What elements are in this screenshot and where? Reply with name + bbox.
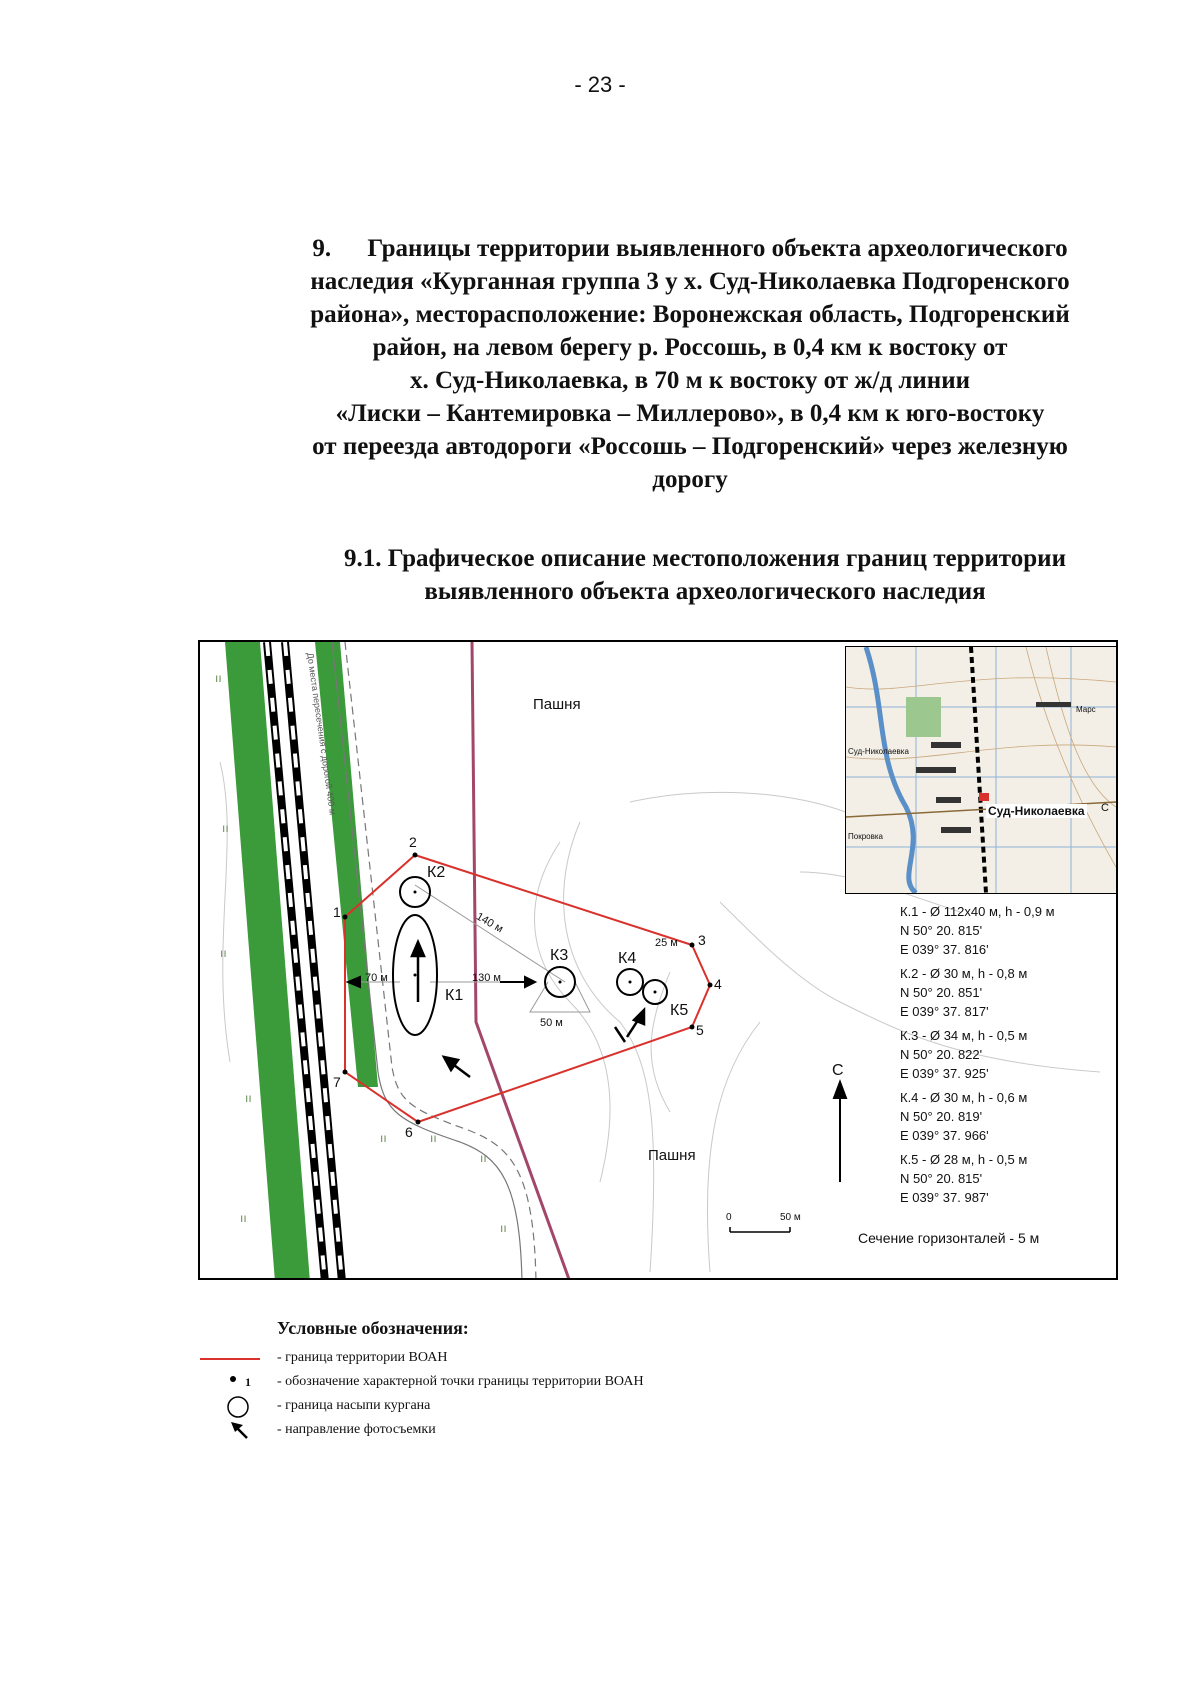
road-label: До места пересечения с дорогой 400 м [305, 652, 338, 816]
point-label-3: 3 [698, 932, 706, 948]
distance-50: 50 м [540, 1017, 563, 1029]
page-number: - 23 - [574, 72, 626, 97]
distance-25: 25 м [655, 937, 678, 949]
legend-point-label: 1 [245, 1375, 251, 1389]
mound-label-k2: К2 [427, 864, 446, 881]
inset-canvas [846, 647, 1116, 893]
mound-info-k5: К.5 - Ø 28 м, h - 0,5 м N 50° 20. 815' E 039° 37. 987' [900, 1152, 1028, 1205]
mound-label-k1: К1 [445, 987, 464, 1004]
distance-130: 130 м [472, 972, 501, 984]
svg-text:ıı: ıı [220, 946, 227, 960]
scale-zero: 0 [726, 1212, 732, 1223]
circle-icon [195, 1396, 265, 1418]
heading-line-2: наследия «Курганная группа 3 у х. Суд-Николаевка Подгоренского [310, 268, 1070, 295]
heading-line-4: район, на левом берегу р. Россошь, в 0,4 км к востоку от [372, 334, 1008, 361]
mound-info-k2: К.2 - Ø 30 м, h - 0,8 м N 50° 20. 851' E 039° 37. 817' [900, 966, 1028, 1019]
heading-line-5: х. Суд-Николаевка, в 70 м к востоку от ж/д линии [410, 367, 970, 394]
scale-end: 50 м [780, 1212, 801, 1223]
legend-item-mound: - граница насыпи кургана [195, 1396, 795, 1418]
subheading-line-1: 9.1. Графическое описание местоположения границ территории [344, 545, 1066, 572]
contour-note: Сечение горизонталей - 5 м [858, 1230, 1040, 1246]
photo-direction-icon [195, 1420, 265, 1442]
point-label-6: 6 [405, 1124, 413, 1140]
legend-item-photo: - направление фотосъемки [195, 1420, 795, 1442]
inset-railway [971, 647, 986, 893]
distance-70: 70 м [365, 972, 388, 984]
svg-text:ıı: ıı [222, 821, 229, 835]
svg-text:ıı: ıı [380, 1131, 387, 1145]
field-label-top: Пашня [533, 696, 581, 713]
inset-north-label: С [1101, 802, 1109, 814]
distance-140: 140 м [473, 910, 506, 936]
legend-title: Условные обозначения: [277, 1318, 469, 1338]
svg-text:ıı: ıı [240, 1211, 247, 1225]
mound-label-k3: К3 [550, 947, 569, 964]
subsection-heading [275, 542, 1135, 608]
red-line-icon [195, 1348, 265, 1370]
mound-info-k3: К.3 - Ø 34 м, h - 0,5 м N 50° 20. 822' E 039° 37. 925' [900, 1028, 1028, 1081]
svg-text:ıı: ıı [245, 1091, 252, 1105]
inset-other-label: Покровка [848, 832, 883, 841]
inset-site-marker [979, 793, 989, 801]
heading-line-3: района», месторасположение: Воронежская область, Подгоренский [310, 301, 1070, 328]
inset-mars-label: Марс [1076, 705, 1096, 714]
field-label-bottom: Пашня [648, 1147, 696, 1164]
mound-label-k4: К4 [618, 950, 637, 967]
svg-text:ıı: ıı [215, 671, 222, 685]
legend-item-point: 1 - обозначение характерной точки границы территории ВОАН [195, 1372, 795, 1394]
subheading-line-2: выявленного объекта археологического наследия [424, 578, 986, 605]
heading-line-7: от переезда автодороги «Россошь – Подгоренский» через железную [312, 433, 1068, 460]
scale-bar [730, 1227, 790, 1232]
point-label-5: 5 [696, 1022, 704, 1038]
inset-grid [846, 647, 1116, 893]
point-label-1: 1 [333, 904, 341, 920]
green-belt-right [315, 642, 378, 1087]
svg-text:ıı: ıı [430, 1131, 437, 1145]
inset-village-left-label: Суд-Николаевка [848, 747, 909, 756]
mound-info-k1: К.1 - Ø 112х40 м, h - 0,9 м N 50° 20. 815' E 039° 37. 816' [900, 904, 1055, 957]
mound-label-k5: К5 [670, 1002, 689, 1019]
point-label-4: 4 [714, 976, 722, 992]
north-arrow [834, 1082, 846, 1182]
inset-village-label: Суд-Николаевка [988, 804, 1085, 818]
mound-info-k4: К.4 - Ø 30 м, h - 0,6 м N 50° 20. 819' E 039° 37. 966' [900, 1090, 1028, 1143]
inset-map [845, 646, 1117, 894]
section-heading [230, 232, 1150, 496]
heading-number: 9. [312, 235, 332, 262]
legend-item-boundary: - граница территории ВОАН [195, 1348, 795, 1370]
inset-forest [906, 697, 941, 737]
heading-line-8: дорогу [652, 466, 728, 493]
site-map [198, 640, 1118, 1280]
point-icon [195, 1372, 265, 1394]
svg-text:ıı: ıı [500, 1221, 507, 1235]
inset-river [866, 647, 916, 893]
heading-line-1: 9. Границы территории выявленного объекта археологического [230, 232, 1150, 265]
svg-text:ıı: ıı [480, 1151, 487, 1165]
heading-line-6: «Лиски – Кантемировка – Миллерово», в 0,4 км к юго-востоку [335, 400, 1045, 427]
point-label-7: 7 [333, 1074, 341, 1090]
point-label-2: 2 [409, 834, 417, 850]
north-label: С [832, 1062, 844, 1079]
